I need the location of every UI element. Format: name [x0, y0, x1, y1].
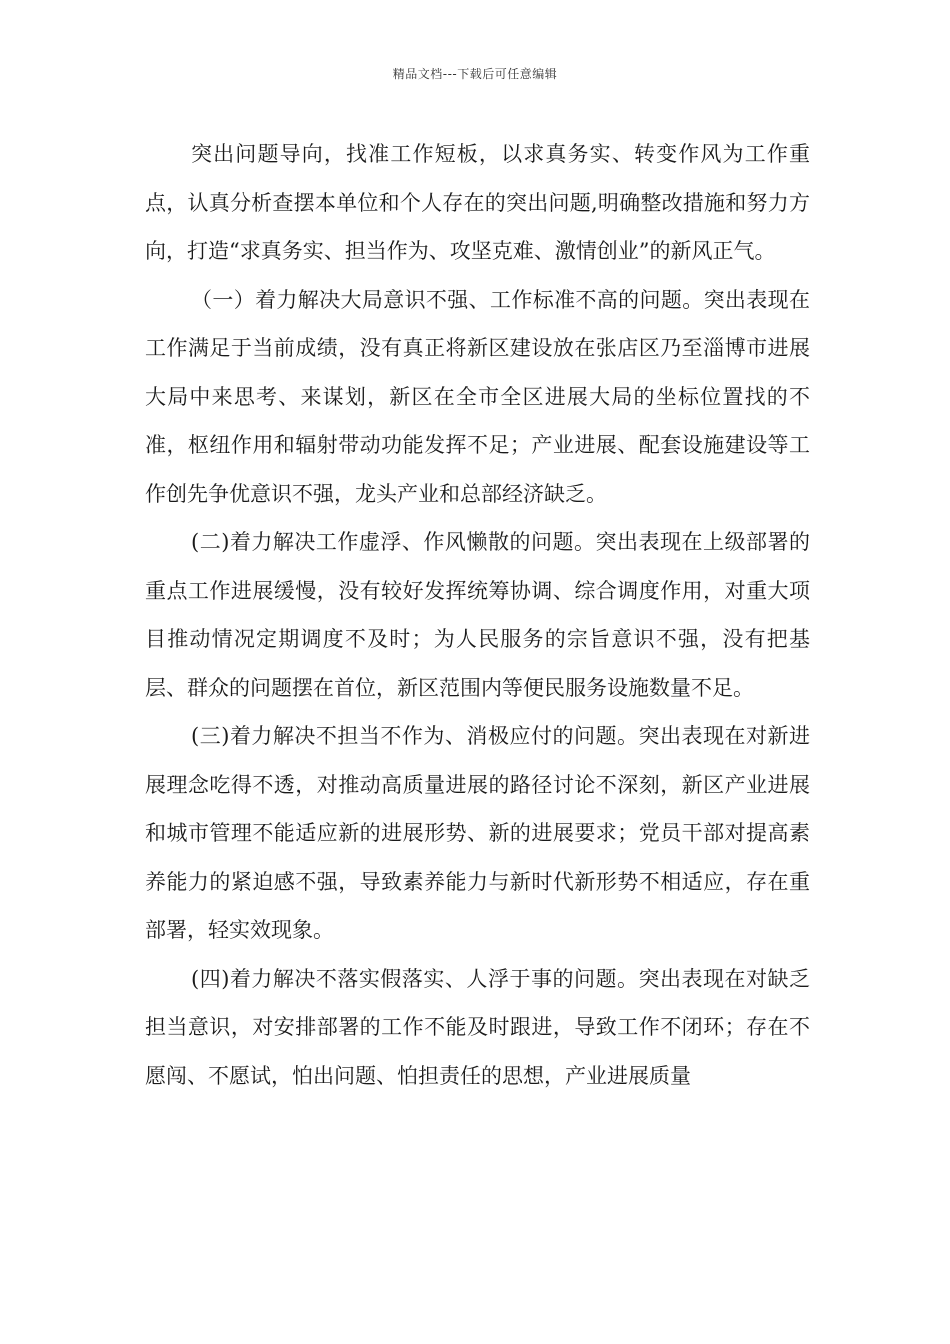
paragraph-intro: 突出问题导向，找准工作短板，以求真务实、转变作风为工作重点，认真分析查摆本单位和个人存在的突出问题,明确整改措施和努力方向，打造“求真务实、担当作为、攻坚克难、激情创业”的新风正气。 — [145, 142, 810, 263]
paragraph-section-4: (四)着力解决不落实假落实、人浮于事的问题。突出表现在对缺乏担当意识，对安排部署的工作不能及时跟进，导致工作不闭环；存在不愿闯、不愿试，怕出问题、怕担责任的思想，产业进展质量 — [145, 966, 810, 1088]
document-body — [145, 130, 810, 1100]
paragraph-section-2: (二)着力解决工作虚浮、作风懒散的问题。突出表现在上级部署的重点工作进展缓慢，没有较好发挥统筹协调、综合调度作用，对重大项目推动情况定期调度不及时；为人民服务的宗旨意识不强，没有把基层、群众的问题摆在首位，新区范围内等便民服务设施数量不足。 — [145, 530, 810, 700]
page-header: 精品文档---下载后可任意编辑 — [392, 67, 558, 81]
paragraph-section-1: （一）着力解决大局意识不强、工作标准不高的问题。突出表现在工作满足于当前成绩，没有真正将新区建设放在张店区乃至淄博市进展大局中来思考、来谋划，新区在全市全区进展大局的坐标位置找的不准，枢纽作用和辐射带动功能发挥不足；产业进展、配套设施建设等工作创先争优意识不强，龙头产业和总部经济缺乏。 — [145, 287, 810, 506]
paragraph-section-3: (三)着力解决不担当不作为、消极应付的问题。突出表现在对新进展理念吃得不透，对推动高质量进展的路径讨论不深刻，新区产业进展和城市管理不能适应新的进展形势、新的进展要求；党员干部对提高素养能力的紧迫感不强，导致素养能力与新时代新形势不相适应，存在重部署，轻实效现象。 — [145, 724, 810, 942]
